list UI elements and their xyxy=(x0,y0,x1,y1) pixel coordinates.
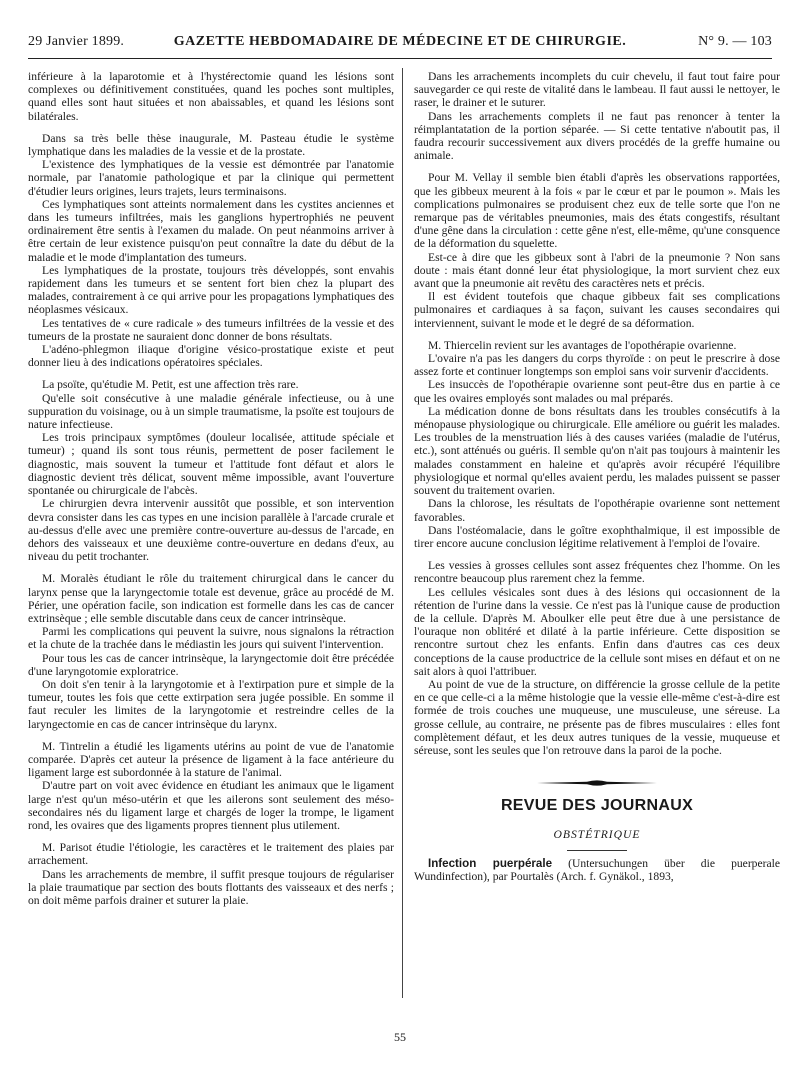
paragraph: Parmi les complications qui peuvent la suivre, nous signalons la rétraction et la chute de la trachée dans le médiastin les jours qui suivent l'intervention. xyxy=(28,625,394,652)
paragraph: Les cellules vésicales sont dues à des lésions qui occasionnent de la rétention de l'urine dans la vessie. Ce n'est pas là l'unique cause de production de la cellule. D'après M. Aboulker elle peut être due à une persistance de l'ouraque non oblitéré et dilaté à la partie inférieure. Cette disposition se rencontre surtout chez les enfants. Enfin dans d'autres cas ces deux conceptions de la cause productrice de la cellule sont mises en défaut et on ne sait alors à quoi l'attribuer. xyxy=(414,585,780,678)
header-title: GAZETTE HEBDOMADAIRE DE MÉDECINE ET DE CHIRURGIE. xyxy=(173,34,627,49)
paragraph: L'existence des lymphatiques de la vessie est démontrée par l'anatomie normale, par l'anatomie pathologique et par la clinique qui permettent d'étudier leurs origines, leurs trajets, leurs terminaisons. xyxy=(28,158,394,198)
paragraph: Est-ce à dire que les gibbeux sont à l'abri de la pneumonie ? Non sans doute : mais étant donné leur état physiologique, la mort survient chez eux avant que la pneumonie ait revêtu des caractères nets et précis. xyxy=(414,250,780,291)
paragraph: Dans les arrachements incomplets du cuir chevelu, il faut tout faire pour sauvegarder ce qui reste de vitalité dans le lambeau. Il faut aussi le nettoyer, le raser, le drainer et le suturer. xyxy=(414,70,780,110)
paragraph: Le chirurgien devra intervenir aussitôt que possible, et son intervention devra consister dans les cas types en une incision parallèle à l'arcade crurale et au-dessus d'elle avec une première contre-ouverture au-dessus de l'arcade, en dehors des vaisseaux et une deuxième contre-ouverture en dedans d'eux, au niveau du petit trochanter. xyxy=(28,497,394,564)
paragraph: Pour M. Vellay il semble bien établi d'après les observations rapportées, que les gibbeux meurent à la fois « par le cœur et par le poumon ». Mais les complications pulmonaires se produisent chez eux de telle sorte que l'on ne remarque pas de véritables pneumonies, mais des états congestifs, résultant d'une gêne dans la circulation : cette gêne n'est, elle-même, qu'une consquence de la déformation du squelette. xyxy=(414,171,780,251)
paragraph: Ces lymphatiques sont atteints normalement dans les cystites anciennes et dans les tumeurs infiltrées, mais les ganglions hypertrophiés ne peuvent ordinairement être sentis à l'examen du malade. On peut néanmoins arriver à être certain de leur existence puisqu'on peut connaître la date du début de la maladie et le mode d'implantation des tumeurs. xyxy=(28,197,394,264)
ornament-rule xyxy=(537,779,657,787)
paragraph: Les tentatives de « cure radicale » des tumeurs infiltrées de la vessie et des tumeurs de la prostate ne sauraient donc donner de bons résultats. xyxy=(28,316,394,343)
paragraph: Dans les arrachements complets il ne faut pas renoncer à tenter la réimplantatation de la portion séparée. — Si cette tentative n'aboutit pas, il faudra recourir successivement aux divers procédés de la greffe humaine ou animale. xyxy=(414,109,780,163)
paragraph-gap xyxy=(28,369,394,378)
paragraph-gap xyxy=(28,123,394,132)
paragraph: Les lymphatiques de la prostate, toujours très développés, sont envahis rapidement dans les tumeurs et se sentent fort bien chez la plupart des malades, contrairement à ce qui arrive pour les propagations lymphatiques des néoplasmes vésicaux. xyxy=(28,263,394,317)
running-header xyxy=(28,34,772,54)
entry-paragraph xyxy=(414,857,780,883)
paragraph: inférieure à la laparotomie et à l'hystérectomie quand les lésions sont complexes ou définitivement constituées, quand les poches sont multiples, quand elles sont haut situées et non abaissables, et quand les lésions sont bilatérales. xyxy=(28,70,394,123)
entry-title: Infection puerpérale xyxy=(428,856,553,870)
entry-text: (Untersuchungen über die puerperale Wundinfection), par Pourtalès (Arch. f. Gynäkol., 1893, xyxy=(414,856,780,883)
paragraph: L'adéno-phlegmon iliaque d'origine vésico-prostatique existe et peut donner lieu à des indications opératoires spéciales. xyxy=(28,343,394,370)
paragraph-gap xyxy=(28,563,394,572)
paragraph: Dans l'ostéomalacie, dans le goître exophthalmique, il est impossible de tirer encore aucune conclusion légitime relativement à l'emploi de l'ovaire. xyxy=(414,523,780,550)
paragraph: On doit s'en tenir à la laryngotomie et à l'extirpation pure et simple de la tumeur, toutes les fois que cette extirpation sera jugée possible. En somme il faut reculer les limites de la laryngotomie et restreindre celles de la laryngectomie en cas de cancer intrinsèque du larynx. xyxy=(28,677,394,731)
paragraph: M. Tintrelin a étudié les ligaments utérins au point de vue de l'anatomie comparée. D'après cet auteur la présence de ligament à la face antérieure du ligament large est subordonnée à la stature de l'animal. xyxy=(28,739,394,780)
paragraph: Pour tous les cas de cancer intrinsèque, la laryngectomie doit être précédée d'une laryngotomie exploratrice. xyxy=(28,651,394,678)
paragraph: La psoïte, qu'étudie M. Petit, est une affection très rare. xyxy=(42,378,299,392)
column-divider xyxy=(402,68,403,998)
paragraph: Au point de vue de la structure, on différencie la grosse cellule de la petite en ce que celle-ci a la même histologie que la vessie elle-même c'est-à-dire est formée de trois couches une muqueuse, une musculeuse, une séreuse. La grosse cellule, au contraire, ne présente pas de fibres musculaires : elles font complètement défaut, et les deux autres tuniques de la vessie, muqueuse et séreuse, sont les seules que l'on retrouve dans la paroi de la poche. xyxy=(414,677,780,757)
paragraph-gap xyxy=(414,330,780,339)
paragraph: Les insuccès de l'opothérapie ovarienne sont peut-être dus en partie à ce que les ovaires employés sont malades ou mal préparés. xyxy=(414,378,780,405)
paragraph: Dans la chlorose, les résultats de l'opothérapie ovarienne sont nettement favorables. xyxy=(414,497,780,524)
paragraph-gap xyxy=(414,550,780,559)
paragraph: Il est évident toutefois que chaque gibbeux fait ses complications pulmonaires et cardiaques à sa façon, suivant les causes secondaires qui interviennent, suivant le mode et le degré de sa déformation. xyxy=(414,290,780,330)
paragraph-gap xyxy=(28,731,394,740)
subsection-title: OBSTÉTRIQUE xyxy=(553,828,641,842)
paragraph-gap xyxy=(28,832,394,841)
paragraph: Les vessies à grosses cellules sont assez fréquentes chez l'homme. On les rencontre beaucoup plus rarement chez la femme. xyxy=(414,559,780,586)
paragraph: Qu'elle soit consécutive à une maladie générale infectieuse, ou à une suppuration du voisinage, ou à un simple traumatisme, la psoïte est toujours de nature infectieuse. xyxy=(28,391,394,432)
paragraph: M. Moralès étudiant le rôle du traitement chirurgical dans le cancer du larynx pense que la laryngectomie totale est devenue, grâce au procédé de M. Périer, une opération facile, son indication est formelle dans les cas de cancer extrinsèque ; elle semble discutable dans ceux de cancer intrinsèque. xyxy=(28,572,394,625)
section-title: REVUE DES JOURNAUX xyxy=(500,797,694,815)
paragraph: D'autre part on voit avec évidence en étudiant les animaux que le ligament large n'est qu'un méso-utérin et que les ailerons sont seulement des méso-secondaires nés du ligament large et chargés de loger la trompe, le ligament rond, les ovaires que des ligaments propres tiennent plus utilement. xyxy=(28,779,394,832)
subsection-rule xyxy=(567,850,627,851)
paragraph: Dans les arrachements de membre, il suffit presque toujours de régulariser la plaie traumatique par section des bouts flottants des vaisseaux et des nerfs ; on doit même parfois drainer et suturer la plaie. xyxy=(28,867,394,907)
right-column-paragraphs xyxy=(414,70,780,757)
paragraph: L'ovaire n'a pas les dangers du corps thyroïde : on peut le prescrire à dose assez forte et continuer longtemps son emploi sans voir survenir d'accidents. xyxy=(414,352,780,379)
page-number: 55 xyxy=(394,1030,406,1044)
paragraph: Les trois principaux symptômes (douleur localisée, attitude spéciale et tumeur) ; quand ils sont tous réunis, permettent de poser facilement le diagnostic, mais souvent la tumeur et l'attitude font défaut et alors le diagnostic devient très délicat, souvent même impossible, avant l'ouverture spontanée ou chirurgicale de l'abcès. xyxy=(28,431,394,498)
header-rule xyxy=(28,58,772,59)
paragraph: La médication donne de bons résultats dans les troubles consécutifs à la ménopause physiologique ou chirurgicale. Elle améliore ou guérit les malades. Les troubles de la menstruation liés à des causes variées (maladie de l'utérus, etc.), sont atténués ou guéris. Il semble qu'on n'ait pas toujours à maintenir les malades constamment en haleine et qu'après avoir récupéré l'équilibre physiologique et normal qu'elles avaient perdu, les malades puissent se passer souvent du traitement ovarien. xyxy=(414,404,780,498)
right-column xyxy=(414,70,780,883)
paragraph: M. Thiercelin revient sur les avantages de l'opothérapie ovarienne. xyxy=(428,338,737,352)
paragraph-gap xyxy=(414,162,780,171)
header-date: 29 Janvier 1899. xyxy=(28,34,125,49)
header-issue: N° 9. — 103 xyxy=(698,34,772,49)
left-column xyxy=(28,70,394,907)
paragraph: Dans sa très belle thèse inaugurale, M. Pasteau étudie le système lymphatique dans les maladies de la vessie et de la prostate. xyxy=(28,131,394,159)
paragraph: M. Parisot étudie l'étiologie, les caractères et le traitement des plaies par arrachement. xyxy=(28,841,394,868)
